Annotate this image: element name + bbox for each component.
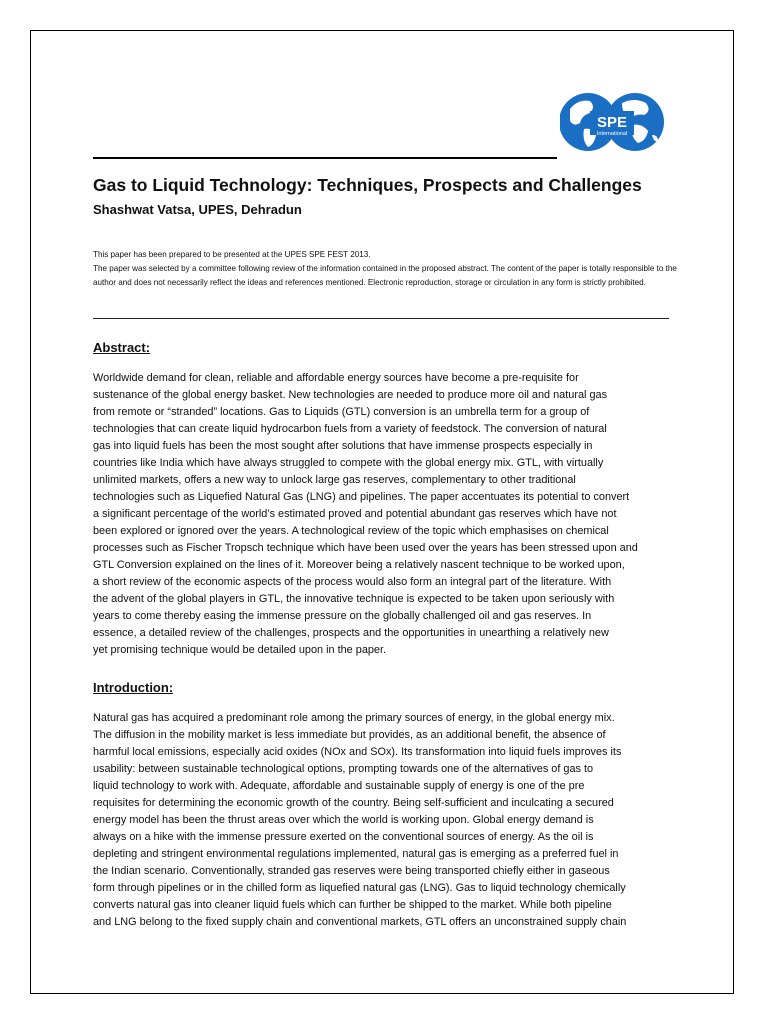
text-line: processes such as Fischer Tropsch technique which have been used over the years has been stressed upon and bbox=[93, 542, 638, 554]
text-line: from remote or “stranded” locations. Gas to Liquids (GTL) conversion is an umbrella term for a group of bbox=[93, 406, 590, 418]
text-line: unlimited markets, offers a new way to unlock large gas reserves, complementary to other traditional bbox=[93, 474, 576, 486]
text-line: GTL Conversion explained on the lines of it. Moreover being a relatively nascent technique to be worked upon, bbox=[93, 559, 625, 571]
note-line: The paper was selected by a committee following review of the information contained in the proposed abstract. The content of the paper is totally responsible to the author and does not necessarily reflect the ideas and references mentioned. Electronic reproduction, storage or circulation in any form is strictly prohibited. bbox=[93, 263, 677, 287]
spe-logo bbox=[560, 91, 664, 153]
text-line: and LNG belong to the fixed supply chain and conventional markets, GTL offers an unconstrained supply chain bbox=[93, 916, 627, 928]
text-line: converts natural gas into cleaner liquid fuels which can further be shipped to the market. While both pipeline bbox=[93, 899, 612, 911]
disclaimer-note bbox=[93, 248, 679, 289]
text-line: the Indian scenario. Conventionally, stranded gas reserves were being transported chiefly either in gaseous bbox=[93, 865, 610, 877]
text-line: depleting and stringent environmental regulations implemented, natural gas is emerging as a preferred fuel in bbox=[93, 848, 619, 860]
text-line: form through pipelines or in the chilled form as liquefied natural gas (LNG). Gas to liquid technology chemically bbox=[93, 882, 626, 894]
text-line: requisites for determining the economic growth of the country. Being self-sufficient and inculcating a secured bbox=[93, 797, 614, 809]
text-line: been explored or ignored over the years. A technological review of the topic which emphasises on chemical bbox=[93, 525, 609, 537]
text-line: gas into liquid fuels has been the most sought after solutions that have immense prospects especially in bbox=[93, 440, 593, 452]
text-line: Worldwide demand for clean, reliable and affordable energy sources have become a pre-requisite for bbox=[93, 372, 579, 384]
text-line: liquid technology to work with. Adequate, affordable and sustainable supply of energy is one of the pre bbox=[93, 780, 585, 792]
text-line: technologies such as Liquefied Natural Gas (LNG) and pipelines. The paper accentuates its potential to convert bbox=[93, 491, 630, 503]
text-line: a significant percentage of the world’s estimated proved and potential abundant gas reserves which have not bbox=[93, 508, 617, 520]
title-rule bbox=[93, 157, 557, 159]
logo-subtext: International bbox=[596, 131, 628, 137]
abstract-heading: Abstract: bbox=[93, 340, 151, 355]
text-line: always on a hike with the immense pressure exerted on the conventional sources of energy. As the oil is bbox=[93, 831, 594, 843]
text-line: the advent of the global players in GTL, the innovative technique is expected to be taken upon seriously with bbox=[93, 593, 615, 605]
text-line: yet promising technique would be detailed upon in the paper. bbox=[93, 644, 387, 656]
text-line: sustenance of the global energy basket. New technologies are needed to produce more oil and natural gas bbox=[93, 389, 608, 401]
note-line: This paper has been prepared to be presented at the UPES SPE FEST 2013. bbox=[93, 250, 371, 259]
text-line: countries like India which have always struggled to compete with the global energy mix. GTL, with virtually bbox=[93, 457, 604, 469]
logo-text: SPE bbox=[596, 114, 628, 131]
introduction-body bbox=[93, 710, 683, 931]
abstract-body bbox=[93, 370, 683, 659]
paper-title: Gas to Liquid Technology: Techniques, Prospects and Challenges bbox=[93, 175, 642, 195]
text-line: harmful local emissions, especially acid oxides (NOx and SOx). Its transformation into liquid fuels improves its bbox=[93, 746, 622, 758]
author-line: Shashwat Vatsa, UPES, Dehradun bbox=[93, 202, 302, 217]
text-line: usability: between sustainable technological options, prompting towards one of the alternatives of gas to bbox=[93, 763, 594, 775]
section-divider bbox=[93, 318, 669, 319]
text-line: The diffusion in the mobility market is less immediate but provides, as an additional benefit, the absence of bbox=[93, 729, 606, 741]
text-line: a short review of the economic aspects of the process would also form an integral part of the literature. With bbox=[93, 576, 612, 588]
text-line: technologies that can create liquid hydrocarbon fuels from a variety of feedstock. The conversion of natural bbox=[93, 423, 607, 435]
text-line: Natural gas has acquired a predominant role among the primary sources of energy, in the global energy mix. bbox=[93, 712, 615, 724]
text-line: energy model has been the thrust areas over which the world is working upon. Global energy demand is bbox=[93, 814, 594, 826]
introduction-heading: Introduction: bbox=[93, 680, 174, 695]
text-line: essence, a detailed review of the challenges, prospects and the opportunities in unearthing a relatively new bbox=[93, 627, 609, 639]
text-line: years to come thereby easing the immense pressure on the globally challenged oil and gas reserves. In bbox=[93, 610, 592, 622]
